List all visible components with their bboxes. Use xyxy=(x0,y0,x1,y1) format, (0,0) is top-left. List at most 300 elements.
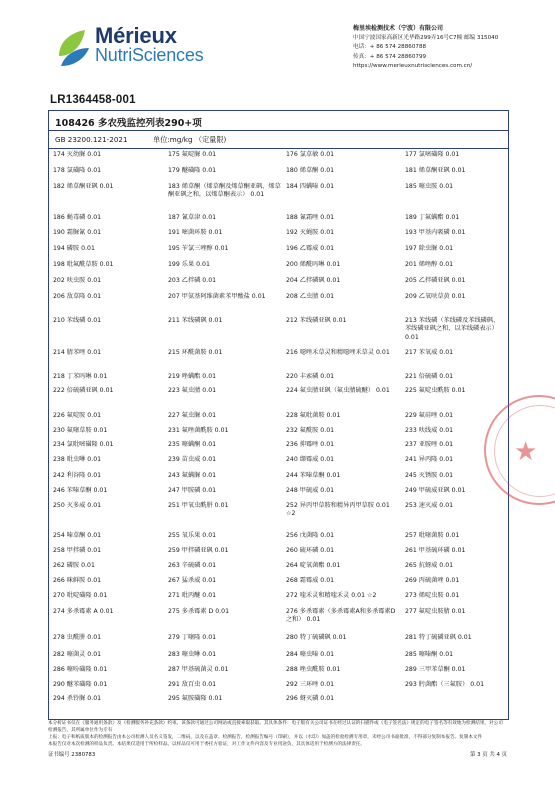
analyte-number: 199 xyxy=(168,261,180,268)
analyte-number: 249 xyxy=(405,487,417,494)
analyte-name-loq: 甲基内吸磷 0.01 xyxy=(418,229,466,236)
analyte-cell xyxy=(168,183,282,200)
analyte-cell xyxy=(168,502,282,510)
analyte-cell xyxy=(286,229,400,237)
analyte-name-loq: 喹禾灵和精喹禾灵 0.01 ☆2 xyxy=(299,592,377,599)
analyte-name-loq: 氟啶胺 0.01 xyxy=(66,412,102,419)
analyte-number: 206 xyxy=(53,293,65,300)
analyte-number: 204 xyxy=(286,277,298,284)
analyte-number: 220 xyxy=(286,373,298,380)
analyte-number: 187 xyxy=(168,214,180,221)
analyte-name-loq: 噻虫嗪 0.01 xyxy=(299,651,335,658)
analyte-cell xyxy=(405,547,505,555)
analyte-name-loq: 苯嗪草酮 0.01 xyxy=(66,487,108,494)
analyte-cell xyxy=(53,592,165,600)
analyte-cell xyxy=(405,167,505,175)
analyte-cell xyxy=(405,502,505,510)
analyte-name-loq: 吡噻菌胺 0.01 xyxy=(418,532,460,539)
analyte-cell xyxy=(168,577,282,585)
analyte-name-loq: 噻虫胺 0.01 xyxy=(418,183,454,190)
analyte-name-loq: 特丁硫磷亚砜 0.01 xyxy=(418,634,472,641)
analyte-cell xyxy=(53,608,165,616)
analyte-number: 228 xyxy=(286,412,298,419)
analyte-name-loq: 倍硫磷亚砜 0.01 xyxy=(66,387,114,394)
company-address: 中国宁波国家高新区光华路299弄16号C7幢 邮编 315040 xyxy=(353,34,499,41)
analyte-number: 282 xyxy=(53,651,65,658)
note-line: 上报；电子和纸质版本的检测报告由本公司检测人员名义签发，二维码，以及在盖章、检测报告，检测报告编号（印刷），并以（水印）加盖的检验检测专用章，未经公司书面批准，不得部分复制本报告。复制本文件 xyxy=(48,735,483,740)
analyte-number: 265 xyxy=(405,562,417,569)
analyte-number: 286 xyxy=(53,666,65,673)
analyte-cell xyxy=(286,151,400,159)
analyte-cell xyxy=(53,472,165,480)
analyte-number: 288 xyxy=(286,666,298,673)
analyte-name-loq: 硫环磷 0.01 xyxy=(299,547,335,554)
analyte-number: 217 xyxy=(405,349,417,356)
analyte-cell xyxy=(53,666,165,674)
analyte-number: 185 xyxy=(405,183,417,190)
analyte-name-loq: 氰霜唑 0.01 xyxy=(299,214,335,221)
analyte-number: 183 xyxy=(168,183,180,190)
analyte-number: 201 xyxy=(405,261,417,268)
analyte-number: 279 xyxy=(168,634,180,641)
analyte-number: 196 xyxy=(286,245,298,252)
analyte-cell xyxy=(53,695,165,703)
analyte-cell xyxy=(168,373,282,381)
analyte-number: 252 xyxy=(286,502,298,509)
analyte-cell xyxy=(53,577,165,585)
analyte-cell xyxy=(405,651,505,659)
merieux-leaf-icon xyxy=(55,26,91,70)
analyte-name-loq: 氟虫腈亚砜（氟虫腈硫醚） 0.01 xyxy=(299,387,390,394)
analyte-number: 209 xyxy=(405,293,417,300)
analyte-number: 293 xyxy=(405,681,417,688)
analyte-name-loq: 苄氯三唑醇 0.01 xyxy=(181,245,229,252)
analyte-number: 223 xyxy=(168,387,180,394)
analyte-number: 210 xyxy=(53,317,65,324)
analyte-number: 186 xyxy=(53,214,65,221)
analyte-name-loq: 丰索磷 0.01 xyxy=(299,373,335,380)
analyte-name-loq: 苯线磷砜 0.01 xyxy=(181,317,223,324)
analyte-number: 257 xyxy=(405,532,417,539)
analyte-name-loq: 灭锈胺 0.01 xyxy=(418,472,454,479)
analyte-number: 254 xyxy=(53,532,65,539)
analyte-cell xyxy=(405,214,505,222)
analyte-number: 239 xyxy=(168,456,180,463)
analyte-cell xyxy=(286,277,400,285)
analyte-name-loq: 丁噻隆 0.01 xyxy=(181,634,217,641)
analyte-number: 218 xyxy=(53,373,65,380)
analyte-number: 180 xyxy=(286,167,298,174)
analyte-name-loq: 丁氟螨酯 0.01 xyxy=(418,214,460,221)
analyte-name-loq: 氰草津 0.01 xyxy=(181,214,217,221)
analyte-number: 283 xyxy=(168,651,180,658)
analyte-name-loq: 烯草酮亚砜 0.01 xyxy=(66,183,114,190)
analyte-name-loq: 吡啶磺隆 0.01 xyxy=(66,592,108,599)
analyte-cell xyxy=(53,229,165,237)
analyte-name-loq: 灭多威 0.01 xyxy=(66,502,102,509)
analyte-number: 270 xyxy=(53,592,65,599)
analyte-number: 296 xyxy=(286,695,298,702)
analyte-cell xyxy=(286,472,400,480)
analyte-cell xyxy=(405,532,505,540)
analyte-cell xyxy=(53,441,165,449)
analyte-name-loq: 辛硫磷 0.01 xyxy=(181,562,217,569)
analyte-number: 229 xyxy=(405,412,417,419)
analyte-cell xyxy=(53,261,165,269)
analyte-number: 177 xyxy=(405,151,417,158)
analyte-cell xyxy=(168,214,282,222)
analyte-name-loq: 氟啶脲 0.01 xyxy=(181,151,217,158)
analyte-number: 244 xyxy=(286,472,298,479)
analyte-cell xyxy=(168,634,282,642)
analyte-name-loq: 烯啶虫胺 0.01 xyxy=(418,592,460,599)
analyte-name-loq: 烯草酮（烯草酮及烯草酮亚砜、烯草酮亚砜之和，以烯草酮表示） 0.01 xyxy=(168,183,281,199)
analyte-name-loq: 烯草酮 0.01 xyxy=(299,167,335,174)
analyte-cell xyxy=(286,502,400,519)
analyte-cell xyxy=(168,695,282,703)
results-table xyxy=(48,110,509,720)
analyte-name-loq: 敌草隆 0.01 xyxy=(66,293,102,300)
analyte-number: 253 xyxy=(405,502,417,509)
analyte-number: 184 xyxy=(286,183,298,190)
analyte-number: 225 xyxy=(405,387,417,394)
analyte-cell xyxy=(53,349,165,357)
analyte-number: 194 xyxy=(53,245,65,252)
analyte-name-loq: 三环唑 0.01 xyxy=(299,681,335,688)
analyte-cell xyxy=(286,608,400,625)
analyte-cell xyxy=(168,608,282,616)
analyte-name-loq: 多杀霉素（多杀霉素A和多杀霉素D之和） 0.01 xyxy=(286,608,396,624)
analyte-cell xyxy=(405,608,505,616)
analyte-name-loq: 唑虫酰胺 0.01 xyxy=(299,666,341,673)
analyte-cell xyxy=(168,592,282,600)
analyte-name-loq: 戊菌隆 0.01 xyxy=(299,532,335,539)
analyte-cell xyxy=(405,487,505,495)
analyte-number: 248 xyxy=(286,487,298,494)
analyte-name-loq: 烯草酮亚砜 0.01 xyxy=(418,167,466,174)
analyte-number: 237 xyxy=(405,441,417,448)
analyte-number: 242 xyxy=(53,472,65,479)
analyte-cell xyxy=(405,666,505,674)
analyte-number: 202 xyxy=(53,277,65,284)
analyte-number: 215 xyxy=(168,349,180,356)
analyte-name-loq: 灭蝇胺 0.01 xyxy=(299,229,335,236)
analyte-name-loq: 异丙隆 0.01 xyxy=(418,456,454,463)
analyte-cell xyxy=(53,277,165,285)
analyte-number: 207 xyxy=(168,293,180,300)
analyte-name-loq: 乙霉威 0.01 xyxy=(299,245,335,252)
analyte-name-loq: 唑螨酯 0.01 xyxy=(181,373,217,380)
analyte-name-loq: 甲胺磷 0.01 xyxy=(181,487,217,494)
seal-star-icon: ★ xyxy=(514,437,538,467)
analyte-cell xyxy=(286,261,400,269)
analyte-number: 234 xyxy=(53,441,65,448)
analyte-number: 174 xyxy=(53,151,65,158)
analyte-number: 213 xyxy=(405,317,417,324)
report-id: LR1364458-001 xyxy=(50,94,136,106)
analyte-name-loq: 敌百虫 0.01 xyxy=(181,681,217,688)
report-notes xyxy=(48,720,507,748)
analyte-cell xyxy=(405,183,505,191)
analyte-name-loq: 咪鲜胺 0.01 xyxy=(66,577,102,584)
analyte-name-loq: 氟虫脲 0.01 xyxy=(181,412,217,419)
company-name: 梅里埃检测技术（宁波）有限公司 xyxy=(353,25,444,32)
company-phone: 电话：+ 86 574 28860788 xyxy=(353,44,427,51)
analyte-cell xyxy=(53,151,165,159)
analyte-name-loq: 多杀霉素 A 0.01 xyxy=(66,608,114,615)
analyte-cell xyxy=(286,317,400,325)
analyte-cell xyxy=(286,562,400,570)
analyte-cell xyxy=(168,441,282,449)
analyte-name-loq: 杀铃脲 0.01 xyxy=(66,695,102,702)
analyte-cell xyxy=(53,245,165,253)
analyte-name-loq: 甲氧虫酰肼 0.01 xyxy=(181,502,229,509)
analyte-cell xyxy=(405,373,505,381)
analyte-number: 216 xyxy=(286,349,298,356)
analyte-name-loq: 氟虫腈 0.01 xyxy=(181,387,217,394)
test-standard: GB 23200.121-2021 xyxy=(55,135,128,144)
analyte-cell xyxy=(168,427,282,435)
analyte-number: 281 xyxy=(405,634,417,641)
analyte-cell xyxy=(405,592,505,600)
analyte-cell xyxy=(168,293,282,301)
analyte-cell xyxy=(405,317,505,342)
analyte-cell xyxy=(405,412,505,420)
analyte-number: 230 xyxy=(53,427,65,434)
analyte-number: 271 xyxy=(168,592,180,599)
analyte-cell xyxy=(286,487,400,495)
analyte-name-loq: 环酰菌胺 0.01 xyxy=(181,349,223,356)
analyte-number: 189 xyxy=(405,214,417,221)
analyte-cell xyxy=(168,472,282,480)
company-fax: 传真：+ 86 574 28860799 xyxy=(353,53,427,60)
analyte-name-loq: 嗪草酮 0.01 xyxy=(66,532,102,539)
analyte-number: 285 xyxy=(405,651,417,658)
analyte-cell xyxy=(286,634,400,642)
analyte-name-loq: 吡虫啉 0.01 xyxy=(66,456,102,463)
analyte-name-loq: 腈苯唑 0.01 xyxy=(66,349,102,356)
analyte-cell xyxy=(53,293,165,301)
company-website[interactable]: https://www.merieuxnutrisciences.com.cn/ xyxy=(353,63,473,70)
analyte-name-loq: 抗蚜威 0.01 xyxy=(418,562,454,569)
analyte-name-loq: 猛杀威 0.01 xyxy=(181,577,217,584)
analyte-number: 191 xyxy=(168,229,180,236)
analyte-number: 238 xyxy=(53,456,65,463)
analyte-number: 198 xyxy=(53,261,65,268)
analyte-name-loq: 甲氨基阿维菌素苯甲酸盐 0.01 xyxy=(181,293,266,300)
analyte-name-loq: 苯线磷（苯线磷及苯线磷砜、苯线磷亚砜之和，以苯线磷表示） 0.01 xyxy=(405,317,500,341)
analyte-number: 235 xyxy=(168,441,180,448)
analyte-cell xyxy=(168,456,282,464)
analyte-name-loq: 氟啶虫酰胺 0.01 xyxy=(418,387,466,394)
unit-label: 单位:mg/kg （定量限) xyxy=(153,135,227,144)
analyte-name-loq: 丙硫菌唑 0.01 xyxy=(418,577,460,584)
analyte-number: 192 xyxy=(286,229,298,236)
analyte-cell xyxy=(286,412,400,420)
analyte-number: 273 xyxy=(405,592,417,599)
analyte-name-loq: 醚苯磺隆 0.01 xyxy=(66,681,108,688)
analyte-name-loq: 缬霉威 0.01 xyxy=(299,456,335,463)
analyte-name-loq: 氟啶虫胺腈 0.01 xyxy=(418,608,466,615)
analyte-cell xyxy=(168,349,282,357)
analyte-name-loq: 乙拌磷亚砜 0.01 xyxy=(418,277,466,284)
analyte-cell xyxy=(405,261,505,269)
analyte-name-loq: 除虫脲 0.01 xyxy=(418,245,454,252)
analyte-name-loq: 磷胺 0.01 xyxy=(66,562,95,569)
analyte-cell xyxy=(405,577,505,585)
analyte-name-loq: 多杀霉素 D 0.01 xyxy=(181,608,230,615)
analyte-number: 274 xyxy=(53,608,65,615)
analyte-name-loq: 噻菌灵 0.01 xyxy=(66,651,102,658)
analyte-name-loq: 甲基硫环磷 0.01 xyxy=(418,547,466,554)
analyte-cell xyxy=(286,456,400,464)
analyte-name-loq: 氟酰胺 0.01 xyxy=(299,427,335,434)
analyte-number: 261 xyxy=(405,547,417,554)
analyte-cell xyxy=(286,349,400,357)
analyte-name-loq: 利谷隆 0.01 xyxy=(66,472,102,479)
analyte-name-loq: 氟胺磺隆 0.01 xyxy=(181,695,223,702)
analyte-name-loq: 氯嘧磺隆 0.01 xyxy=(418,151,460,158)
analyte-cell xyxy=(286,651,400,659)
analyte-number: 263 xyxy=(168,562,180,569)
analyte-cell xyxy=(168,151,282,159)
analyte-name-loq: 苯氧威 0.01 xyxy=(418,349,454,356)
analyte-cell xyxy=(286,167,400,175)
analyte-cell xyxy=(53,651,165,659)
analyte-cell xyxy=(405,681,505,689)
analyte-name-loq: 乙虫腈 0.01 xyxy=(299,293,335,300)
analyte-number: 179 xyxy=(168,167,180,174)
analyte-cell xyxy=(53,634,165,642)
company-info xyxy=(353,24,498,72)
analyte-cell xyxy=(168,666,282,674)
analyte-name-loq: 嘧菌环胺 0.01 xyxy=(181,229,223,236)
analyte-cell xyxy=(168,245,282,253)
analyte-name-loq: 亚胺唑 0.01 xyxy=(418,441,454,448)
analyte-cell xyxy=(53,214,165,222)
analyte-number: 259 xyxy=(168,547,180,554)
analyte-cell xyxy=(53,373,165,381)
analyte-cell xyxy=(168,387,282,395)
analyte-number: 264 xyxy=(286,562,298,569)
analyte-number: 233 xyxy=(405,427,417,434)
analyte-cell xyxy=(53,681,165,689)
analyte-number: 176 xyxy=(286,151,298,158)
analyte-name-loq: 三甲苯草酮 0.01 xyxy=(418,666,466,673)
analyte-name-loq: 氟吡菌胺 0.01 xyxy=(299,412,341,419)
analyte-name-loq: 甲硫威亚砜 0.01 xyxy=(418,487,466,494)
analyte-cell xyxy=(53,547,165,555)
analyte-cell xyxy=(53,532,165,540)
analyte-name-loq: 乙拌磷 0.01 xyxy=(181,277,217,284)
analyte-cell xyxy=(168,487,282,495)
analyte-cell xyxy=(168,532,282,540)
analyte-number: 175 xyxy=(168,151,180,158)
analyte-number: 247 xyxy=(168,487,180,494)
analyte-number: 258 xyxy=(53,547,65,554)
analyte-name-loq: 速灭威 0.01 xyxy=(418,502,454,509)
analyte-cell xyxy=(168,651,282,659)
analyte-name-loq: 烯酰吗啉 0.01 xyxy=(299,261,341,268)
analyte-number: 221 xyxy=(405,373,417,380)
analyte-number: 240 xyxy=(286,456,298,463)
analyte-name-loq: 氧乐果 0.01 xyxy=(181,532,217,539)
analyte-name-loq: 四螨嗪 0.01 xyxy=(299,183,335,190)
analyte-cell xyxy=(53,456,165,464)
analyte-number: 178 xyxy=(53,167,65,174)
analyte-number: 289 xyxy=(405,666,417,673)
analyte-name-loq: 氟螨脲 0.01 xyxy=(181,472,217,479)
analyte-cell xyxy=(53,562,165,570)
analyte-name-loq: 吡丙醚 0.01 xyxy=(181,592,217,599)
analyte-number: 182 xyxy=(53,183,65,190)
analyte-name-loq: 呋虫胺 0.01 xyxy=(66,277,102,284)
analyte-number: 203 xyxy=(168,277,180,284)
analyte-number: 294 xyxy=(53,695,65,702)
analyte-name-loq: 蝇毒磷 0.01 xyxy=(66,214,102,221)
analyte-number: 256 xyxy=(286,532,298,539)
analyte-cell xyxy=(286,592,400,600)
analyte-cell xyxy=(286,245,400,253)
analyte-cell xyxy=(168,261,282,269)
analyte-number: 267 xyxy=(168,577,180,584)
analyte-cell xyxy=(53,183,165,191)
analyte-number: 197 xyxy=(405,245,417,252)
analyte-number: 272 xyxy=(286,592,298,599)
brand-name-line1: Mérieux xyxy=(95,23,177,48)
analyte-name-loq: 醚磺隆 0.01 xyxy=(181,167,217,174)
analyte-cell xyxy=(286,695,400,703)
note-line: 本报告仅对本次检测的样品负责。本结果仅适用于所检样品。以样品仅可用于委托方验证，对工作文件内容及专业用途负，其具体适用于检测方的法律责任。 xyxy=(48,742,365,747)
analyte-number: 236 xyxy=(286,441,298,448)
analyte-name-loq: 甲硫威 0.01 xyxy=(299,487,335,494)
analyte-name-loq: 氯吡嘧磺隆 0.01 xyxy=(66,441,114,448)
analyte-number: 214 xyxy=(53,349,65,356)
analyte-number: 251 xyxy=(168,502,180,509)
analyte-name-loq: 噻嗪酮 0.01 xyxy=(418,651,454,658)
analyte-name-loq: 灭幼脲 0.01 xyxy=(66,151,102,158)
analyte-name-loq: 苯线磷 0.01 xyxy=(66,317,102,324)
analyte-number: 278 xyxy=(53,634,65,641)
analyte-number: 266 xyxy=(53,577,65,584)
analyte-number: 212 xyxy=(286,317,298,324)
analyte-number: 226 xyxy=(53,412,65,419)
analyte-name-loq: 苯嗪草酮 0.01 xyxy=(299,472,341,479)
analyte-name-loq: 特丁硫磷砜 0.01 xyxy=(299,634,347,641)
analyte-number: 290 xyxy=(53,681,65,688)
analyte-name-loq: 抑霉唑 0.01 xyxy=(299,441,335,448)
analyte-name-loq: 氟噻草胺 0.01 xyxy=(66,427,108,434)
analyte-name-loq: 丁苯吗啉 0.01 xyxy=(66,373,108,380)
analyte-cell xyxy=(286,373,400,381)
analyte-cell xyxy=(405,634,505,642)
analyte-name-loq: 甲基硫菌灵 0.01 xyxy=(181,666,229,673)
analyte-number: 245 xyxy=(405,472,417,479)
analyte-number: 280 xyxy=(286,634,298,641)
note-line: 本分析证书仅在《服务通用条款》及《检测服务补充条款》约束。该条款可通过公司网站或直接索取获取。其具体条件：电子版有关公司证书在经过认证的扫描件或《电子签名法》规定的电子签名等有效地为检测结果，对公司检测报告，其所属单位作为专有 xyxy=(48,721,503,733)
analyte-cell xyxy=(286,387,400,395)
analyte-cell xyxy=(168,277,282,285)
analyte-cell xyxy=(168,562,282,570)
analyte-number: 208 xyxy=(286,293,298,300)
analyte-cell xyxy=(286,293,400,301)
analyte-number: 275 xyxy=(168,608,180,615)
analyte-number: 188 xyxy=(286,214,298,221)
analyte-name-loq: 啶氧菌酯 0.01 xyxy=(299,562,341,569)
analyte-grid xyxy=(49,111,508,719)
analyte-name-loq: 噻螨酮 0.01 xyxy=(181,441,217,448)
analyte-name-loq: 甲拌磷亚砜 0.01 xyxy=(181,547,229,554)
